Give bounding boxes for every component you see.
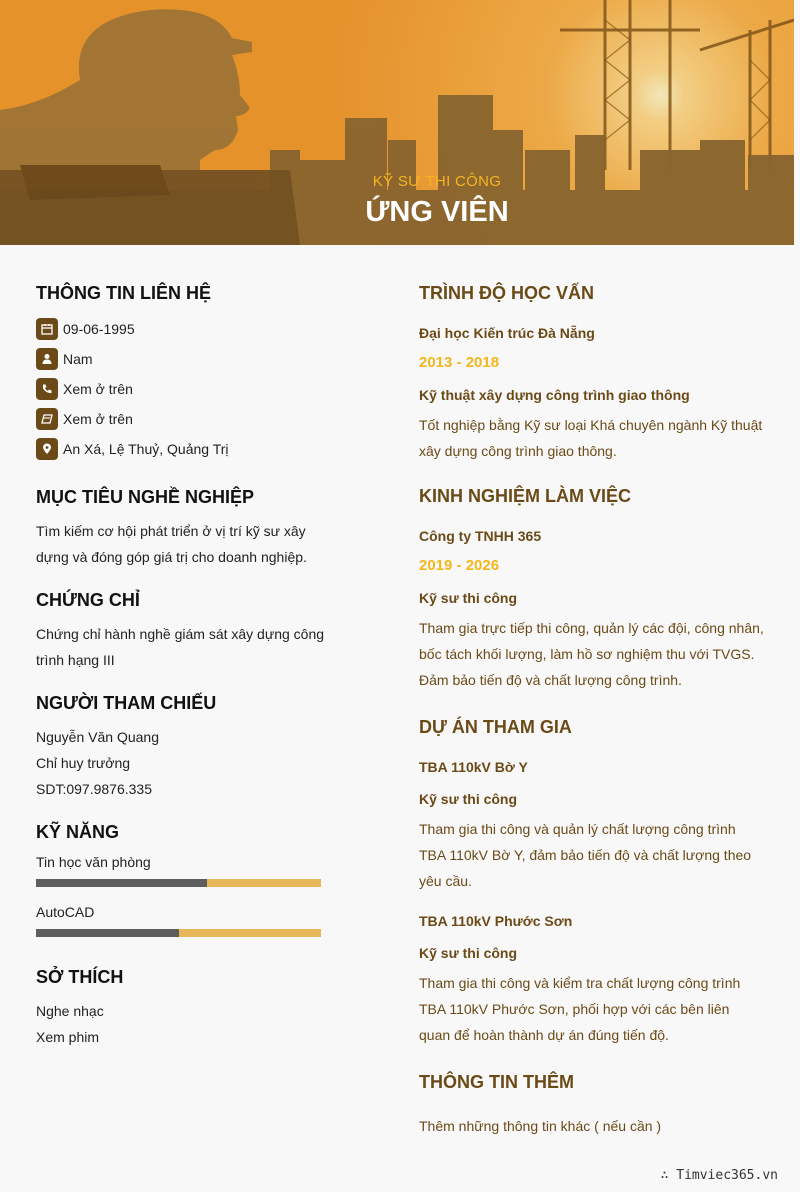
hobbies-heading: SỞ THÍCH [36,967,124,987]
reference-position: Chỉ huy trưởng [36,755,131,771]
project-role: Kỹ sư thi công [419,791,518,807]
experience-years: 2019 - 2026 [419,557,500,574]
email-icon [36,408,58,430]
skill-bar [36,929,321,937]
contact-section [36,283,326,464]
education-years: 2013 - 2018 [419,354,500,371]
contact-heading: THÔNG TIN LIÊN HỆ [36,283,211,303]
contact-text: Xem ở trên [63,411,133,427]
project-description: Tham gia thi công và kiểm tra chất lượng công trình TBA 110kV Phước Sơn, phối hợp với các bên liên quan để hoàn thành dự án đúng tiến độ. [419,975,741,1043]
skills-section [36,822,326,937]
experience-company: Công ty TNHH 365 [419,528,542,544]
left-column [36,283,326,1050]
calendar-icon [36,318,58,340]
skill-bar-fill [36,929,179,937]
phone-icon [36,378,58,400]
contact-text: Nam [63,351,93,367]
contact-text: Xem ở trên [63,381,133,397]
project-description: Tham gia thi công và quản lý chất lượng công trình TBA 110kV Bờ Y, đảm bảo tiến độ và chất lượng theo yêu cầu. [419,821,752,889]
contact-gender [36,344,326,374]
references-section [36,693,326,802]
objective-heading: MỤC TIÊU NGHỀ NGHIỆP [36,487,255,507]
education-section [419,283,764,464]
skills-heading: KỸ NĂNG [36,822,120,842]
location-pin-icon [36,438,58,460]
education-heading: TRÌNH ĐỘ HỌC VẤN [419,283,594,303]
candidate-name: ỨNG VIÊN [365,196,509,228]
reference-name: Nguyễn Văn Quang [36,729,159,745]
project-role: Kỹ sư thi công [419,945,518,961]
contact-email [36,404,326,434]
skill-bar [36,879,321,887]
experience-heading: KINH NGHIỆM LÀM VIỆC [419,486,632,506]
contact-birthdate [36,314,326,344]
skill-bar-fill [36,879,207,887]
hobby-item: Xem phim [36,1029,100,1045]
contact-text: An Xá, Lệ Thuỷ, Quảng Trị [63,441,229,457]
person-icon [36,348,58,370]
header-banner [0,0,794,245]
hobby-item: Nghe nhạc [36,1003,104,1019]
certificates-text: Chứng chỉ hành nghề giám sát xây dựng công trình hạng III [36,626,325,668]
projects-heading: DỰ ÁN THAM GIA [419,717,572,737]
additional-heading: THÔNG TIN THÊM [419,1072,574,1092]
project-name: TBA 110kV Bờ Y [419,759,528,775]
experience-description: Tham gia trực tiếp thi công, quản lý các đội, công nhân, bốc tách khối lượng, làm hồ sơ nghiệm thu với TVGS. Đảm bảo tiến độ và chất lượng công trình. [419,620,764,688]
contact-text: 09-06-1995 [63,321,135,337]
skill-name: AutoCAD [36,904,95,920]
right-column [419,283,764,1139]
education-description: Tốt nghiệp bằng Kỹ sư loại Khá chuyên ngành Kỹ thuật xây dựng công trình giao thông. [419,417,763,459]
watermark-logo: ∴ Timviec365.vn [660,1168,778,1183]
additional-section [419,1072,764,1139]
skill-name: Tin học văn phòng [36,854,151,870]
experience-role: Kỹ sư thi công [419,590,518,606]
hobbies-section [36,967,326,1050]
education-major: Kỹ thuật xây dựng công trình giao thông [419,387,690,403]
education-school: Đại học Kiến trúc Đà Nẵng [419,325,595,341]
banner-subtitle: KỸ SƯ THI CÔNG [372,173,502,190]
experience-section [419,486,764,693]
reference-phone: SDT:097.9876.335 [36,781,152,797]
contact-phone [36,374,326,404]
certificates-section [36,590,326,673]
certificates-heading: CHỨNG CHỈ [36,590,140,610]
additional-text: Thêm những thông tin khác ( nếu cần ) [419,1118,662,1134]
objective-text: Tìm kiếm cơ hội phát triển ở vị trí kỹ sư xây dựng và đóng góp giá trị cho doanh nghiệp. [36,523,307,565]
objective-section [36,487,326,570]
contact-address [36,434,326,464]
references-heading: NGƯỜI THAM CHIẾU [36,693,217,713]
project-name: TBA 110kV Phước Sơn [419,913,573,929]
projects-section [419,717,764,1048]
